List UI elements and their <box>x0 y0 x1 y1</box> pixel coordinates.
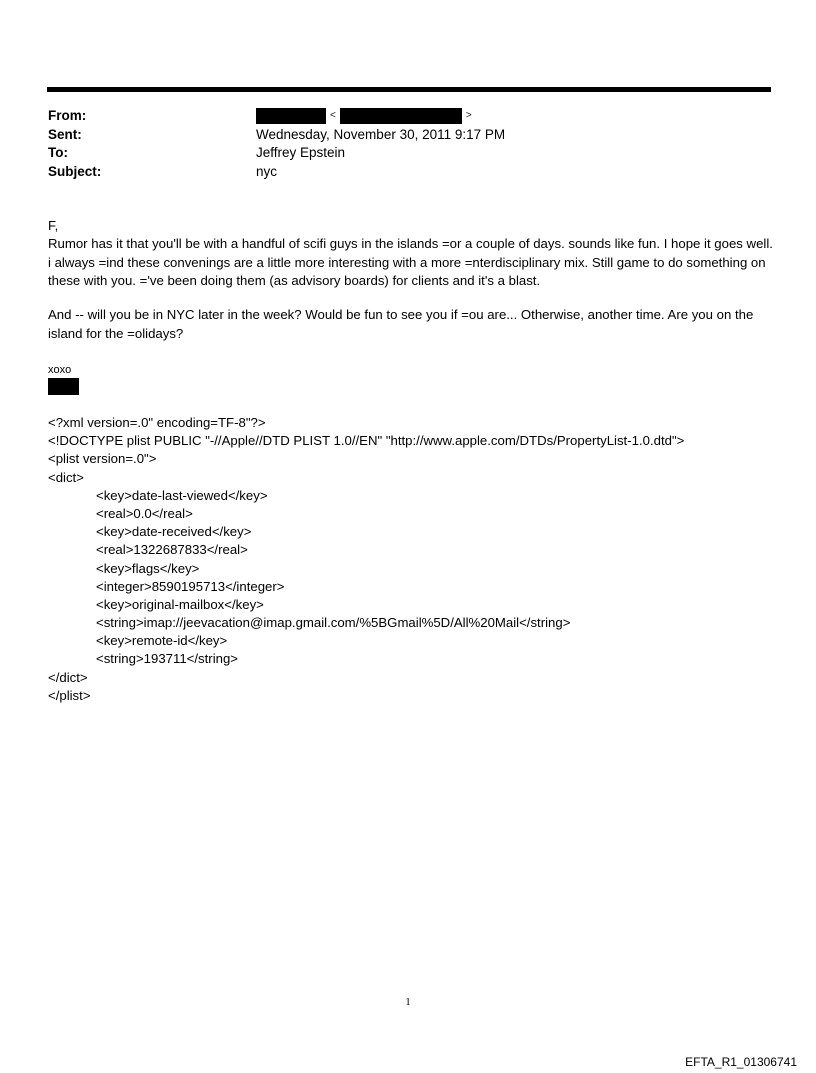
email-paragraph-1 <box>48 235 773 291</box>
signoff-text: xoxo <box>48 364 72 376</box>
open-bracket: < <box>330 110 336 121</box>
redacted-sender-email <box>340 108 462 124</box>
redacted-signature <box>48 378 79 395</box>
sent-value: Wednesday, November 30, 2011 9:17 PM <box>256 126 506 142</box>
plist-line: <string>imap://jeevacation@imap.gmail.com/%5BGmail%5D/All%20Mail</string> <box>96 615 571 631</box>
subject-row <box>48 163 748 182</box>
plist-line: <?xml version=.0" encoding=TF-8"?> <box>48 415 266 430</box>
from-value <box>256 107 748 126</box>
paragraph-1-text: Rumor has it that you'll be with a handful of scifi guys in the islands =or a couple of days. sounds like fun. I hope it goes well. i always =ind these convenings are a little more interesting with a more =nterdisciplinary mix. Still game to do something on these with you. ='ve been doing them (as advisory boards) for clients and it's a blast. <box>48 236 773 288</box>
from-label: From: <box>48 108 87 123</box>
paragraph-2-text: And -- will you be in NYC later in the week? Would be fun to see you if =ou are... Otherwise, another time. Are you on the island for the =olidays? <box>48 307 754 341</box>
email-paragraph-2 <box>48 306 773 343</box>
plist-line: <real>1322687833</real> <box>96 542 248 558</box>
plist-line: <dict> <box>48 469 84 485</box>
plist-line: <!DOCTYPE plist PUBLIC "-//Apple//DTD PLIST 1.0//EN" "http://www.apple.com/DTDs/PropertyList-1.0.dtd"> <box>48 433 685 449</box>
subject-label: Subject: <box>48 163 102 179</box>
email-signoff <box>48 361 773 380</box>
plist-line: <plist version=.0"> <box>48 451 157 467</box>
to-row <box>48 144 748 163</box>
greeting-text: F, <box>48 218 59 233</box>
redacted-sender-name <box>256 108 326 124</box>
close-bracket: > <box>465 110 472 121</box>
subject-value: nyc <box>256 163 278 179</box>
document-id: EFTA_R1_01306741 <box>685 1055 797 1069</box>
sent-row <box>48 126 748 145</box>
plist-line: <key>remote-id</key> <box>96 633 228 649</box>
plist-block <box>48 414 788 705</box>
plist-line: <key>date-last-viewed</key> <box>96 487 268 503</box>
plist-line: <key>date-received</key> <box>96 524 252 540</box>
plist-line: <key>original-mailbox</key> <box>96 596 264 612</box>
plist-line: </plist> <box>48 687 91 703</box>
page-number: 1 <box>405 996 411 1008</box>
email-header <box>48 107 748 181</box>
sent-label: Sent: <box>48 126 82 142</box>
email-greeting <box>48 217 773 236</box>
plist-line: <string>193711</string> <box>96 651 238 667</box>
plist-line: <integer>8590195713</integer> <box>96 578 285 594</box>
from-row <box>48 107 748 126</box>
plist-line: <real>0.0</real> <box>96 505 193 521</box>
to-label: To: <box>48 145 68 160</box>
to-value: Jeffrey Epstein <box>256 145 346 160</box>
plist-line: <key>flags</key> <box>96 560 200 576</box>
header-divider <box>47 87 771 92</box>
plist-line: </dict> <box>48 669 88 685</box>
